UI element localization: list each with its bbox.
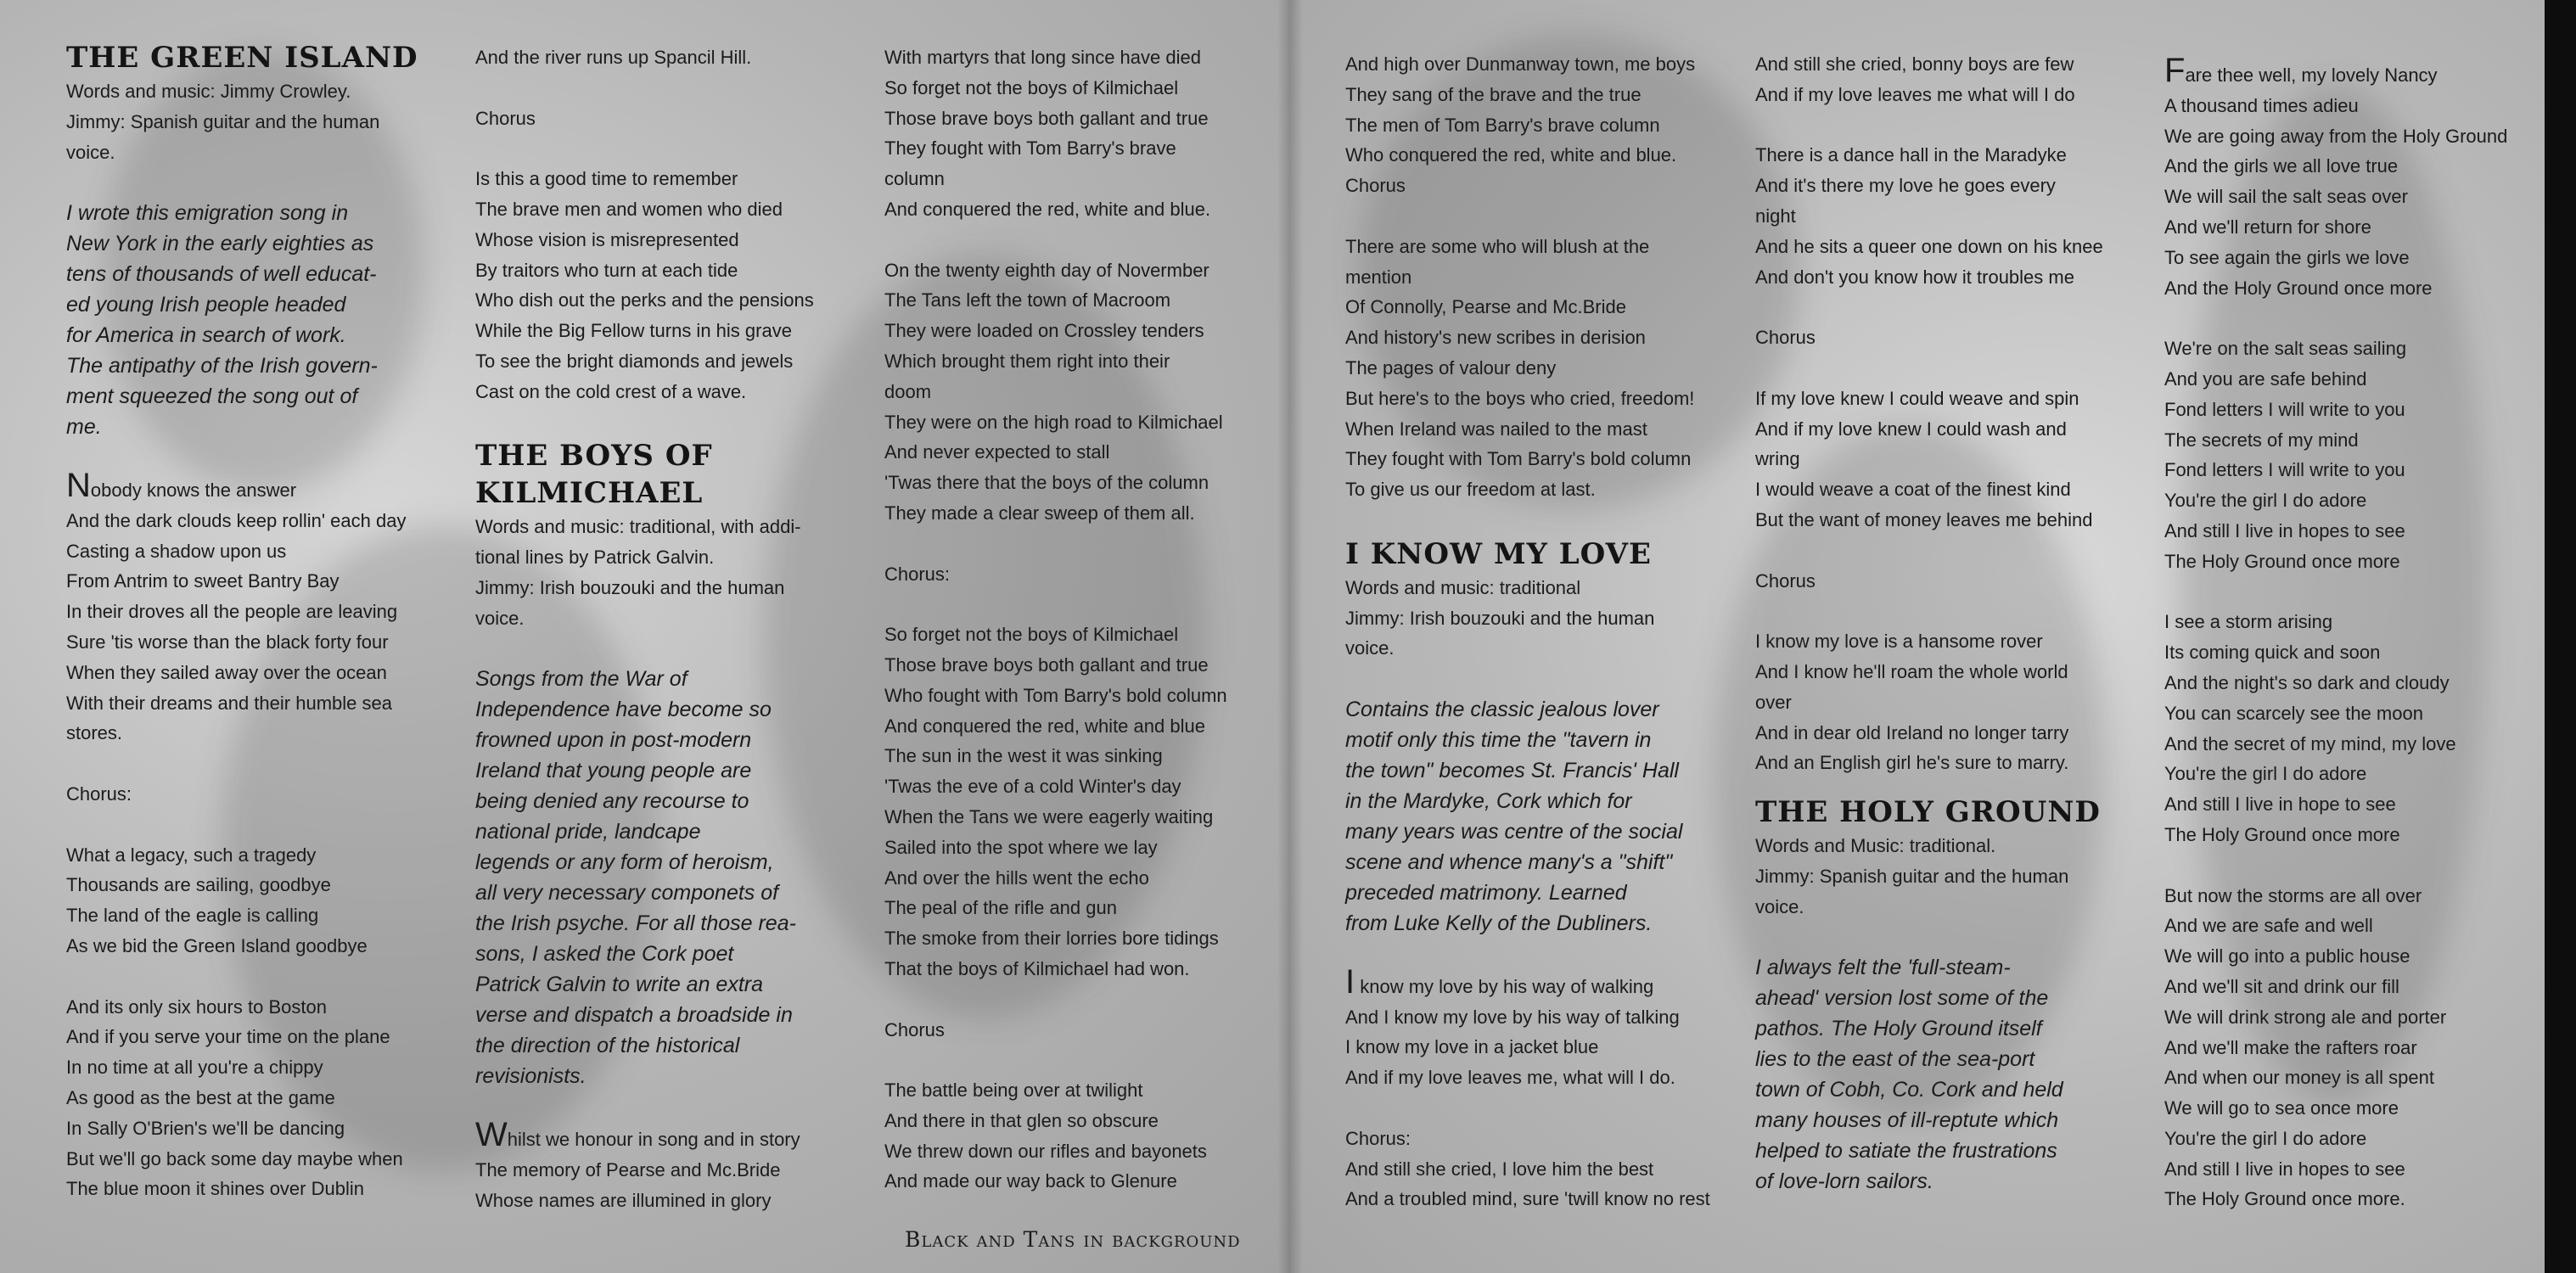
text-line: Whose names are illumined in glory bbox=[475, 1189, 772, 1211]
song-title: THE HOLY GROUND bbox=[1755, 795, 2101, 830]
verse bbox=[1755, 49, 2154, 110]
text-line: And the night's so dark and cloudy bbox=[2164, 671, 2450, 693]
text-line: I see a storm arising bbox=[2164, 611, 2333, 633]
column-5 bbox=[1755, 49, 2154, 1197]
verse bbox=[66, 506, 440, 749]
text-line: I know my love in a jacket blue bbox=[1345, 1036, 1599, 1058]
text-line: many years was centre of the social bbox=[1345, 819, 1683, 844]
intro-text bbox=[1755, 952, 2154, 1197]
text-line: As good as the best at the game bbox=[66, 1086, 335, 1108]
text-line: And he sits a queer one down on his knee bbox=[1755, 235, 2103, 257]
text-line: in the Mardyke, Cork which for bbox=[1345, 788, 1632, 813]
text-line: Fond letters I will write to you bbox=[2164, 398, 2405, 420]
text-line: I always felt the 'full-steam- bbox=[1755, 956, 2011, 980]
text-line: being denied any recourse to bbox=[475, 789, 749, 814]
text-line: tional lines by Patrick Galvin. bbox=[475, 547, 715, 569]
text-line: To give us our freedom at last. bbox=[1345, 479, 1596, 501]
text-line: The blue moon it shines over Dublin bbox=[66, 1178, 364, 1200]
text-line: ahead' version lost some of the bbox=[1755, 986, 2049, 1011]
verse bbox=[2164, 881, 2538, 1215]
text-line: The Holy Ground once more. bbox=[2164, 1188, 2405, 1210]
text-line: The smoke from their lorries bore tidings bbox=[884, 928, 1219, 950]
text-line: And its only six hours to Boston bbox=[66, 995, 327, 1018]
text-line: And we are safe and well bbox=[2164, 915, 2373, 937]
text-line: What a legacy, such a tragedy bbox=[66, 844, 317, 866]
text-line: And the Holy Ground once more bbox=[2164, 277, 2433, 299]
text-line: Ireland that young people are bbox=[475, 759, 752, 783]
text-line: sons, I asked the Cork poet bbox=[475, 942, 734, 967]
text-line: And over the hills went the echo bbox=[884, 866, 1149, 889]
text-line: And I know my love by his way of talking bbox=[1345, 1006, 1680, 1028]
text-line: Sure 'tis worse than the black forty four bbox=[66, 631, 389, 653]
text-line: national pride, landcape bbox=[475, 820, 701, 844]
text-line: Jimmy: Spanish guitar and the human bbox=[1755, 865, 2069, 887]
credits bbox=[1345, 573, 1736, 664]
text-line: legends or any form of heroism, bbox=[475, 850, 774, 875]
text-line: In no time at all you're a chippy bbox=[66, 1057, 323, 1079]
text-line: By traitors who turn at each tide bbox=[475, 259, 738, 281]
verse bbox=[1345, 49, 1736, 201]
text-line: We threw down our rifles and bayonets bbox=[884, 1140, 1207, 1162]
credits bbox=[475, 512, 857, 633]
column-3 bbox=[884, 42, 1275, 1197]
text-line: Jimmy: Spanish guitar and the human bbox=[66, 110, 380, 132]
text-line: the town" becomes St. Francis' Hall bbox=[1345, 758, 1679, 782]
text-line: Of Connolly, Pearse and Mc.Bride bbox=[1345, 296, 1626, 318]
text-line: I would weave a coat of the finest kind bbox=[1755, 479, 2071, 501]
text-line: And still I live in hopes to see bbox=[2164, 519, 2405, 541]
verse-first-line: Fare thee well, my lovely Nancy bbox=[2164, 52, 2438, 89]
verse bbox=[1755, 140, 2154, 292]
verse-first-line: Whilst we honour in song and in story bbox=[475, 1116, 800, 1154]
verse-line: And the river runs up Spancil Hill. bbox=[475, 47, 752, 68]
text-line: And it's there my love he goes every bbox=[1755, 175, 2056, 197]
text-line: motif only this time the "tavern in bbox=[1345, 727, 1652, 752]
text-line: And history's new scribes in derision bbox=[1345, 327, 1646, 349]
text-line: over bbox=[1755, 691, 1792, 713]
text-line: They fought with Tom Barry's brave bbox=[884, 137, 1176, 160]
verse bbox=[2164, 334, 2538, 576]
text-line: Those brave boys both gallant and true bbox=[884, 107, 1209, 129]
chorus-label: Chorus bbox=[884, 1018, 945, 1040]
text-line: Who dish out the perks and the pensions bbox=[475, 289, 814, 311]
text-line: Is this a good time to remember bbox=[475, 168, 738, 190]
text-line: And if my love leaves me what will I do bbox=[1755, 83, 2075, 105]
text-line: To see the bright diamonds and jewels bbox=[475, 350, 794, 372]
text-line: If my love knew I could weave and spin bbox=[1755, 387, 2079, 409]
text-line: I wrote this emigration song in bbox=[66, 201, 349, 226]
text-line: And if you serve your time on the plane bbox=[66, 1026, 390, 1048]
text-line: And made our way back to Glenure bbox=[884, 1170, 1177, 1192]
verse-first-line: Nobody knows the answer bbox=[66, 466, 297, 504]
text-line: me. bbox=[66, 415, 102, 440]
text-line: And we'll return for shore bbox=[2164, 216, 2371, 238]
text-line: They fought with Tom Barry's bold column bbox=[1345, 448, 1692, 470]
chorus-label: Chorus: bbox=[66, 782, 132, 805]
text-line: frowned upon in post-modern bbox=[475, 728, 752, 753]
text-line: And conquered the red, white and blue bbox=[884, 715, 1205, 737]
text-line: for America in search of work. bbox=[66, 323, 346, 348]
text-line: And never expected to stall bbox=[884, 441, 1110, 463]
text-line: all very necessary componets of bbox=[475, 881, 779, 906]
text-line: And high over Dunmanway town, me boys bbox=[1345, 53, 1696, 75]
text-line: A thousand times adieu bbox=[2164, 94, 2359, 116]
column-6 bbox=[2164, 52, 2538, 1214]
text-line: Jimmy: Irish bouzouki and the human bbox=[1345, 607, 1655, 629]
text-line: Sailed into the spot where we lay bbox=[884, 836, 1158, 858]
chorus-label: Chorus: bbox=[1345, 1127, 1411, 1149]
text-line: voice. bbox=[1755, 895, 1804, 917]
column-1 bbox=[66, 39, 440, 1204]
verse bbox=[884, 620, 1275, 984]
text-line: Jimmy: Irish bouzouki and the human bbox=[475, 576, 785, 598]
text-line: And if my love leaves me, what will I do. bbox=[1345, 1067, 1675, 1089]
text-line: With their dreams and their humble sea bbox=[66, 692, 392, 714]
verse bbox=[884, 1075, 1275, 1197]
text-line: They were on the high road to Kilmichael bbox=[884, 411, 1223, 433]
text-line: voice. bbox=[1345, 637, 1395, 659]
text-line: We are going away from the Holy Ground bbox=[2164, 125, 2508, 147]
verse bbox=[2164, 607, 2538, 850]
text-line: verse and dispatch a broadside in bbox=[475, 1003, 793, 1028]
text-line: And the secret of my mind, my love bbox=[2164, 732, 2456, 754]
text-line: ed young Irish people headed bbox=[66, 293, 346, 317]
text-line: You can scarcely see the moon bbox=[2164, 702, 2423, 724]
text-line: And if my love knew I could wash and bbox=[1755, 418, 2067, 440]
text-line: The Holy Ground once more bbox=[2164, 550, 2400, 572]
text-line: doom bbox=[884, 380, 932, 402]
verse bbox=[2164, 91, 2538, 304]
text-line: The Tans left the town of Macroom bbox=[884, 289, 1171, 311]
text-line: Those brave boys both gallant and true bbox=[884, 653, 1209, 676]
text-line: And the dark clouds keep rollin' each day bbox=[66, 509, 407, 531]
text-line: We will go to sea once more bbox=[2164, 1097, 2399, 1119]
verse bbox=[1755, 626, 2154, 778]
text-line: To see again the girls we love bbox=[2164, 246, 2410, 268]
text-line: the direction of the historical bbox=[475, 1034, 740, 1058]
text-line: And when our money is all spent bbox=[2164, 1067, 2434, 1089]
text-line: The peal of the rifle and gun bbox=[884, 897, 1117, 919]
text-line: The antipathy of the Irish govern- bbox=[66, 354, 378, 379]
text-line: From Antrim to sweet Bantry Bay bbox=[66, 570, 340, 592]
text-line: Thousands are sailing, goodbye bbox=[66, 874, 331, 896]
text-line: town of Cobh, Co. Cork and held bbox=[1755, 1078, 2063, 1102]
text-line: scene and whence many's a "shift" bbox=[1345, 850, 1673, 874]
text-line: And don't you know how it troubles me bbox=[1755, 266, 2074, 288]
text-line: We will go into a public house bbox=[2164, 945, 2410, 967]
text-line: And I know he'll roam the whole world bbox=[1755, 660, 2068, 682]
text-line: The sun in the west it was sinking bbox=[884, 745, 1163, 767]
text-line: We will drink strong ale and porter bbox=[2164, 1006, 2447, 1028]
text-line: They were loaded on Crossley tenders bbox=[884, 320, 1204, 342]
photo-caption: Black and Tans in background bbox=[905, 1227, 1241, 1252]
verse bbox=[66, 840, 440, 962]
verse bbox=[1345, 1002, 1736, 1093]
text-line: And we'll make the rafters roar bbox=[2164, 1036, 2417, 1058]
verse bbox=[1755, 384, 2154, 536]
text-line: Which brought them right into their bbox=[884, 350, 1170, 372]
text-line: Words and music: Jimmy Crowley. bbox=[66, 81, 351, 102]
text-line: voice. bbox=[66, 141, 115, 163]
text-line: They made a clear sweep of them all. bbox=[884, 502, 1195, 524]
text-line: lies to the east of the sea-port bbox=[1755, 1047, 2035, 1072]
text-line: The brave men and women who died bbox=[475, 198, 783, 220]
column-2 bbox=[475, 42, 857, 1216]
credits bbox=[1755, 831, 2154, 922]
text-line: There are some who will blush at the bbox=[1345, 235, 1650, 257]
text-line: And still she cried, bonny boys are few bbox=[1755, 53, 2074, 75]
verse bbox=[475, 164, 857, 407]
text-line: There is a dance hall in the Maradyke bbox=[1755, 144, 2067, 166]
text-line: 'Twas there that the boys of the column bbox=[884, 472, 1209, 494]
drop-cap: F bbox=[2164, 52, 2186, 89]
text-line: But here's to the boys who cried, freedom! bbox=[1345, 387, 1695, 409]
text-line: And conquered the red, white and blue. bbox=[884, 198, 1211, 220]
text-line: helped to satiate the frustrations bbox=[1755, 1139, 2057, 1164]
text-line: the Irish psyche. For all those rea- bbox=[475, 911, 796, 936]
text-line: preceded matrimony. Learned bbox=[1345, 880, 1627, 905]
text-line: Casting a shadow upon us bbox=[66, 540, 287, 562]
intro-text bbox=[475, 664, 857, 1091]
text-line: pathos. The Holy Ground itself bbox=[1755, 1017, 2042, 1041]
text-line: In Sally O'Brien's we'll be dancing bbox=[66, 1117, 345, 1139]
text-line: wring bbox=[1755, 448, 1800, 470]
text-line: ment squeezed the song out of bbox=[66, 384, 358, 409]
text-line: Patrick Galvin to write an extra bbox=[475, 973, 764, 997]
verse bbox=[884, 255, 1275, 529]
text-line: We will sail the salt seas over bbox=[2164, 186, 2408, 208]
text-line: But we'll go back some day maybe when bbox=[66, 1147, 403, 1169]
intro-text bbox=[1345, 694, 1736, 939]
text-line: Who conquered the red, white and blue. bbox=[1345, 144, 1677, 166]
text-line: With martyrs that long since have died bbox=[884, 47, 1201, 68]
text-line: Contains the classic jealous lover bbox=[1345, 697, 1659, 721]
text-line: We're on the salt seas sailing bbox=[2164, 338, 2407, 360]
text-line: mention bbox=[1345, 266, 1412, 288]
text-line: That the boys of Kilmichael had won. bbox=[884, 957, 1190, 979]
text-line: Songs from the War of bbox=[475, 667, 687, 692]
text-line: The Holy Ground once more bbox=[2164, 823, 2400, 845]
text-line: As we bid the Green Island goodbye bbox=[66, 934, 368, 956]
text-line: And there in that glen so obscure bbox=[884, 1109, 1159, 1131]
text-line: 'Twas the eve of a cold Winter's day bbox=[884, 776, 1181, 798]
text-line: They sang of the brave and the true bbox=[1345, 83, 1642, 105]
song-title: THE GREEN ISLAND bbox=[66, 41, 418, 75]
text-line: The land of the eagle is calling bbox=[66, 905, 319, 927]
text-line: Chorus bbox=[1345, 175, 1406, 197]
text-line: When Ireland was nailed to the mast bbox=[1345, 418, 1647, 440]
text-line: Its coming quick and soon bbox=[2164, 642, 2381, 664]
text-line: And an English girl he's sure to marry. bbox=[1755, 752, 2069, 774]
text-line: You're the girl I do adore bbox=[2164, 763, 2367, 785]
text-line: I know my love is a hansome rover bbox=[1755, 631, 2043, 653]
text-line: And a troubled mind, sure 'twill know no rest bbox=[1345, 1188, 1710, 1210]
text-line: You're the girl I do adore bbox=[2164, 1127, 2367, 1149]
song-title: I KNOW MY LOVE bbox=[1345, 536, 1652, 571]
text-line: So forget not the boys of Kilmichael bbox=[884, 76, 1179, 98]
text-line: You're the girl I do adore bbox=[2164, 490, 2367, 512]
text-line: Words and music: traditional bbox=[1345, 576, 1581, 598]
text-line: from Luke Kelly of the Dubliners. bbox=[1345, 911, 1653, 935]
chorus-label: Chorus bbox=[1755, 327, 1816, 349]
text-line: In their droves all the people are leaving bbox=[66, 601, 398, 623]
text-line: stores. bbox=[66, 722, 123, 744]
text-line: Whose vision is misrepresented bbox=[475, 228, 739, 250]
text-line: night bbox=[1755, 205, 1796, 227]
text-line: Cast on the cold crest of a wave. bbox=[475, 380, 747, 402]
text-line: And still I live in hopes to see bbox=[2164, 1158, 2405, 1180]
verse bbox=[475, 1155, 857, 1216]
text-line: While the Big Fellow turns in his grave bbox=[475, 320, 792, 342]
text-line: of love-lorn sailors. bbox=[1755, 1169, 1933, 1194]
text-line: tens of thousands of well educat- bbox=[66, 262, 377, 287]
text-line: And you are safe behind bbox=[2164, 367, 2367, 390]
verse bbox=[66, 992, 440, 1205]
text-line: When the Tans we were eagerly waiting bbox=[884, 805, 1214, 827]
text-line: And we'll sit and drink our fill bbox=[2164, 975, 2399, 997]
text-line: Who fought with Tom Barry's bold column bbox=[884, 684, 1227, 706]
text-line: revisionists. bbox=[475, 1064, 586, 1089]
text-line: On the twenty eighth day of Novermber bbox=[884, 259, 1209, 281]
text-line: many houses of ill-reptute which bbox=[1755, 1108, 2059, 1133]
text-line: Words and music: traditional, with addi- bbox=[475, 516, 801, 538]
text-line: And in dear old Ireland no longer tarry bbox=[1755, 721, 2069, 743]
column-4 bbox=[1345, 49, 1736, 1214]
chorus-label: Chorus: bbox=[884, 563, 951, 585]
text-line: The battle being over at twilight bbox=[884, 1080, 1143, 1102]
verse bbox=[1345, 232, 1736, 505]
page-edge bbox=[2545, 0, 2576, 1273]
credits bbox=[66, 76, 440, 167]
intro-text bbox=[66, 198, 440, 442]
text-line: column bbox=[884, 168, 945, 190]
text-line: So forget not the boys of Kilmichael bbox=[884, 624, 1179, 646]
text-line: And the girls we all love true bbox=[2164, 155, 2399, 177]
text-line: When they sailed away over the ocean bbox=[66, 661, 387, 683]
chorus-label: Chorus bbox=[475, 107, 536, 129]
text-line: But the want of money leaves me behind bbox=[1755, 508, 2093, 530]
text-line: And still she cried, I love him the best bbox=[1345, 1158, 1654, 1180]
book-gutter bbox=[1277, 0, 1303, 1273]
drop-cap: W bbox=[475, 1116, 508, 1154]
text-line: New York in the early eighties as bbox=[66, 232, 374, 256]
text-line: But now the storms are all over bbox=[2164, 884, 2422, 906]
text-line: Words and Music: traditional. bbox=[1755, 835, 1996, 857]
text-line: voice. bbox=[475, 607, 525, 629]
text-line: The memory of Pearse and Mc.Bride bbox=[475, 1158, 781, 1180]
text-line: And still I live in hope to see bbox=[2164, 794, 2396, 816]
text-line: Fond letters I will write to you bbox=[2164, 459, 2405, 481]
verse-first-line: I know my love by his way of walking bbox=[1345, 962, 1654, 1001]
verse bbox=[1345, 1154, 1736, 1215]
text-line: The pages of valour deny bbox=[1345, 356, 1557, 379]
text-line: Independence have become so bbox=[475, 698, 772, 722]
verse bbox=[884, 42, 1275, 225]
drop-cap: N bbox=[66, 466, 91, 504]
song-title: THE BOYS OF KILMICHAEL bbox=[475, 439, 713, 511]
text-line: The secrets of my mind bbox=[2164, 429, 2359, 451]
drop-cap: I bbox=[1345, 962, 1355, 1001]
chorus-label: Chorus bbox=[1755, 569, 1816, 592]
text-line: The men of Tom Barry's brave column bbox=[1345, 114, 1660, 136]
